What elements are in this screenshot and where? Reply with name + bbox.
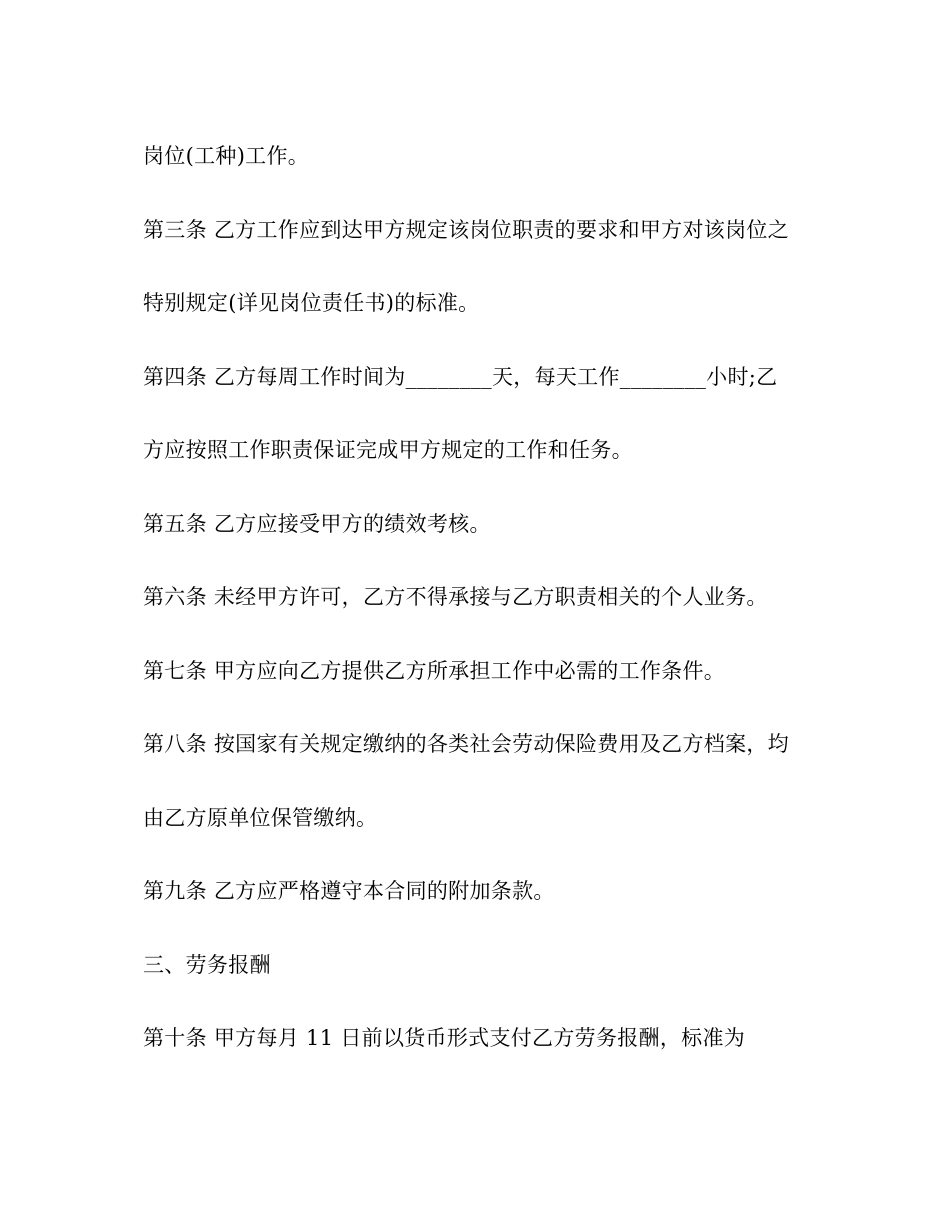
text-line-article-3: 第三条 乙方工作应到达甲方规定该岗位职责的要求和甲方对该岗位之: [143, 217, 789, 242]
text-line-article-10: 第十条 甲方每月 11 日前以货币形式支付乙方劳务报酬，标准为: [143, 1026, 746, 1050]
text-line-article-7: 第七条 甲方应向乙方提供乙方所承担工作中必需的工作条件。: [143, 658, 726, 683]
document-body: [143, 138, 823, 1094]
section-heading-remuneration: 三、劳务报酬: [143, 952, 271, 977]
text-line-article-6: 第六条 未经甲方许可，乙方不得承接与乙方职责相关的个人业务。: [143, 585, 768, 609]
text-line-article-8: 第八条 按国家有关规定缴纳的各类社会劳动保险费用及乙方档案，均: [143, 732, 789, 756]
text-line-article-3-cont: 特别规定(详见岗位责任书)的标准。: [143, 291, 480, 315]
text-line-article-4-cont: 方应按照工作职责保证完成甲方规定的工作和任务。: [143, 438, 633, 462]
text-line-post-type: 岗位(工种)工作。: [143, 144, 310, 168]
text-line-article-4: 第四条 乙方每周工作时间为________天，每天工作________小时;乙: [143, 364, 778, 389]
text-line-article-9: 第九条 乙方应严格遵守本合同的附加条款。: [143, 879, 555, 903]
text-line-article-5: 第五条 乙方应接受甲方的绩效考核。: [143, 511, 491, 536]
text-line-article-8-cont: 由乙方原单位保管缴纳。: [143, 805, 378, 830]
